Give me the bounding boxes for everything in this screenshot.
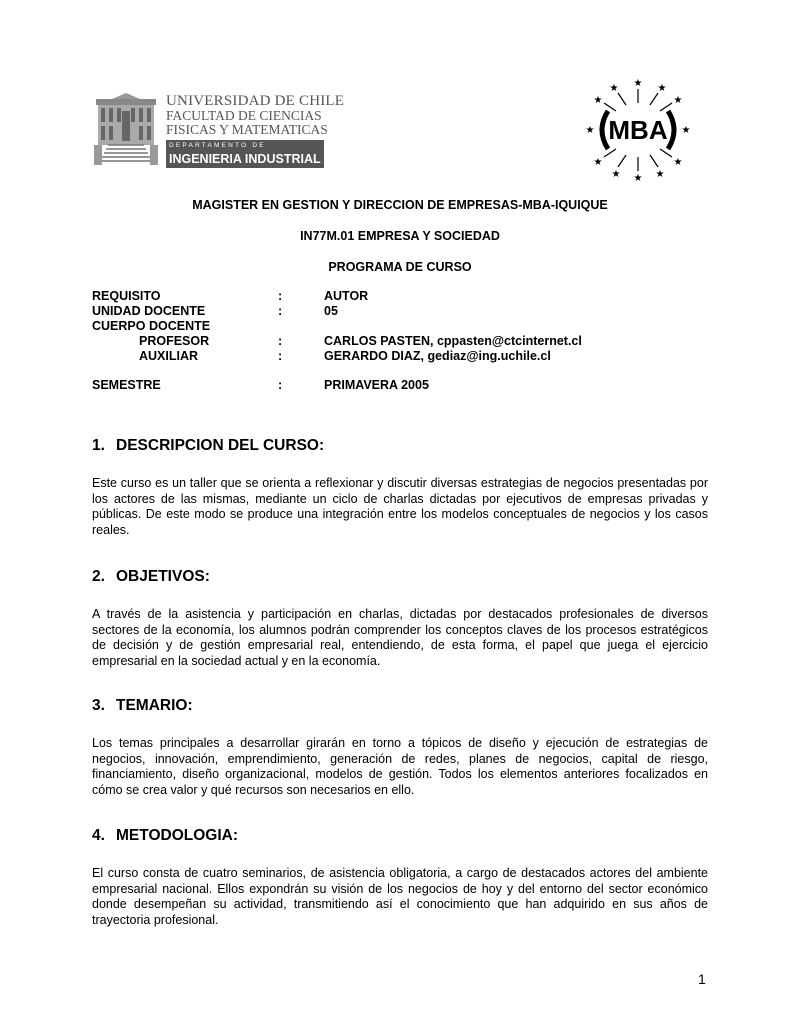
info-row-semestre xyxy=(92,378,708,393)
info-row-unidad-docente xyxy=(92,304,708,319)
section-number: 1. xyxy=(92,437,105,454)
svg-text:★: ★ xyxy=(593,157,603,168)
section-heading xyxy=(92,827,708,845)
section-title: METODOLOGIA: xyxy=(116,827,238,844)
info-value: AUTOR xyxy=(324,289,369,303)
section-descripcion xyxy=(92,437,708,538)
svg-text:★: ★ xyxy=(681,125,691,136)
section-text: A través de la asistencia y participación en charlas, dictadas por destacados profesionales de diversos sectores de la economía, los alumnos podrán comprender los conceptos claves de los procesos estratégicos de decisión y de gestión empresarial real, entendiendo, de esta forma, el papel que juega el ejercicio empresarial en la sociedad actual y en la economía. xyxy=(92,607,708,668)
svg-text:★: ★ xyxy=(593,95,603,106)
course-info xyxy=(92,289,708,393)
university-building-icon xyxy=(94,93,158,165)
section-number: 3. xyxy=(92,697,105,714)
info-row-cuerpo-docente xyxy=(92,319,708,334)
faculty-name-line2: FISICAS Y MATEMATICAS xyxy=(166,122,328,137)
info-key: SEMESTRE xyxy=(92,378,161,392)
department-label: DEPARTAMENTO DE xyxy=(166,140,324,151)
section-title: TEMARIO: xyxy=(116,697,193,714)
section-title: DESCRIPCION DEL CURSO: xyxy=(116,437,325,454)
info-sep: : xyxy=(278,289,283,303)
info-sep: : xyxy=(278,349,283,363)
info-row-profesor xyxy=(92,334,708,349)
svg-text:★: ★ xyxy=(657,83,667,94)
section-number: 2. xyxy=(92,568,105,585)
section-objetivos xyxy=(92,568,708,669)
svg-text:★: ★ xyxy=(673,157,683,168)
section-heading xyxy=(92,568,708,586)
svg-text:★: ★ xyxy=(673,95,683,106)
section-title: OBJETIVOS: xyxy=(116,568,210,585)
section-number: 4. xyxy=(92,827,105,844)
info-key: CUERPO DOCENTE xyxy=(92,319,211,333)
svg-text:★: ★ xyxy=(655,169,665,180)
section-heading xyxy=(92,437,708,455)
section-text: El curso consta de cuatro seminarios, de asistencia obligatoria, a cargo de destacados actores del ambiente empresarial nacional. Ellos expondrán su visión de los negocios de hoy y del entorno del sector económico donde desempeñan su actividad, transmitiendo así el conocimiento que han adquirido en sus años de trayectoria profesional. xyxy=(92,866,708,927)
info-row-auxiliar xyxy=(92,349,708,364)
mba-logo-text: MBA xyxy=(608,115,668,145)
info-key: PROFESOR xyxy=(139,334,210,348)
svg-text:★: ★ xyxy=(611,169,621,180)
info-sep: : xyxy=(278,378,283,392)
info-value: PRIMAVERA 2005 xyxy=(324,378,429,392)
info-row-requisito xyxy=(92,289,708,304)
info-key: REQUISITO xyxy=(92,289,161,303)
document-type-title: PROGRAMA DE CURSO xyxy=(328,260,472,274)
mba-logo xyxy=(582,75,694,185)
svg-text:★: ★ xyxy=(585,125,595,136)
section-text: Los temas principales a desarrollar girarán en torno a tópicos de diseño y ejecución de estrategias de negocios, innovación, emprendimiento, generación de redes, planes de negocios, capital de riesgo, financiamiento, diseño organizacional, modelos de gestión. Todos los elementos anteriores focalizados en cómo se crea valor y qué recursos son necesarios en ello. xyxy=(92,736,708,797)
section-temario xyxy=(92,697,708,798)
svg-text:★: ★ xyxy=(633,78,643,89)
info-value: 05 xyxy=(324,304,338,318)
university-name: UNIVERSIDAD DE CHILE xyxy=(166,93,345,109)
page-number: 1 xyxy=(698,971,706,987)
course-title: IN77M.01 EMPRESA Y SOCIEDAD xyxy=(300,229,500,243)
info-sep: : xyxy=(278,334,283,348)
info-value: GERARDO DIAZ, gediaz@ing.uchile.cl xyxy=(324,349,551,363)
university-logo xyxy=(94,93,345,166)
svg-text:★: ★ xyxy=(633,173,643,184)
program-title: MAGISTER EN GESTION Y DIRECCION DE EMPRESAS-MBA-IQUIQUE xyxy=(192,198,608,212)
info-key: AUXILIAR xyxy=(139,349,199,363)
info-key: UNIDAD DOCENTE xyxy=(92,304,206,318)
svg-text:★: ★ xyxy=(609,83,619,94)
faculty-name-line1: FACULTAD DE CIENCIAS xyxy=(166,108,322,123)
info-sep: : xyxy=(278,304,283,318)
section-heading xyxy=(92,697,708,715)
section-metodologia xyxy=(92,827,708,928)
section-text: Este curso es un taller que se orienta a reflexionar y discutir diversas estrategias de negocios presentadas por los actores de las mismas, mediante un ciclo de charlas dictadas por ejecutivos de empresas privadas y públicas. De este modo se produce una integración entre los modelos conceptuales de negocios y los casos reales. xyxy=(92,476,708,537)
department-name: INGENIERIA INDUSTRIAL xyxy=(166,151,324,168)
info-value: CARLOS PASTEN, cppasten@ctcinternet.cl xyxy=(324,334,582,348)
